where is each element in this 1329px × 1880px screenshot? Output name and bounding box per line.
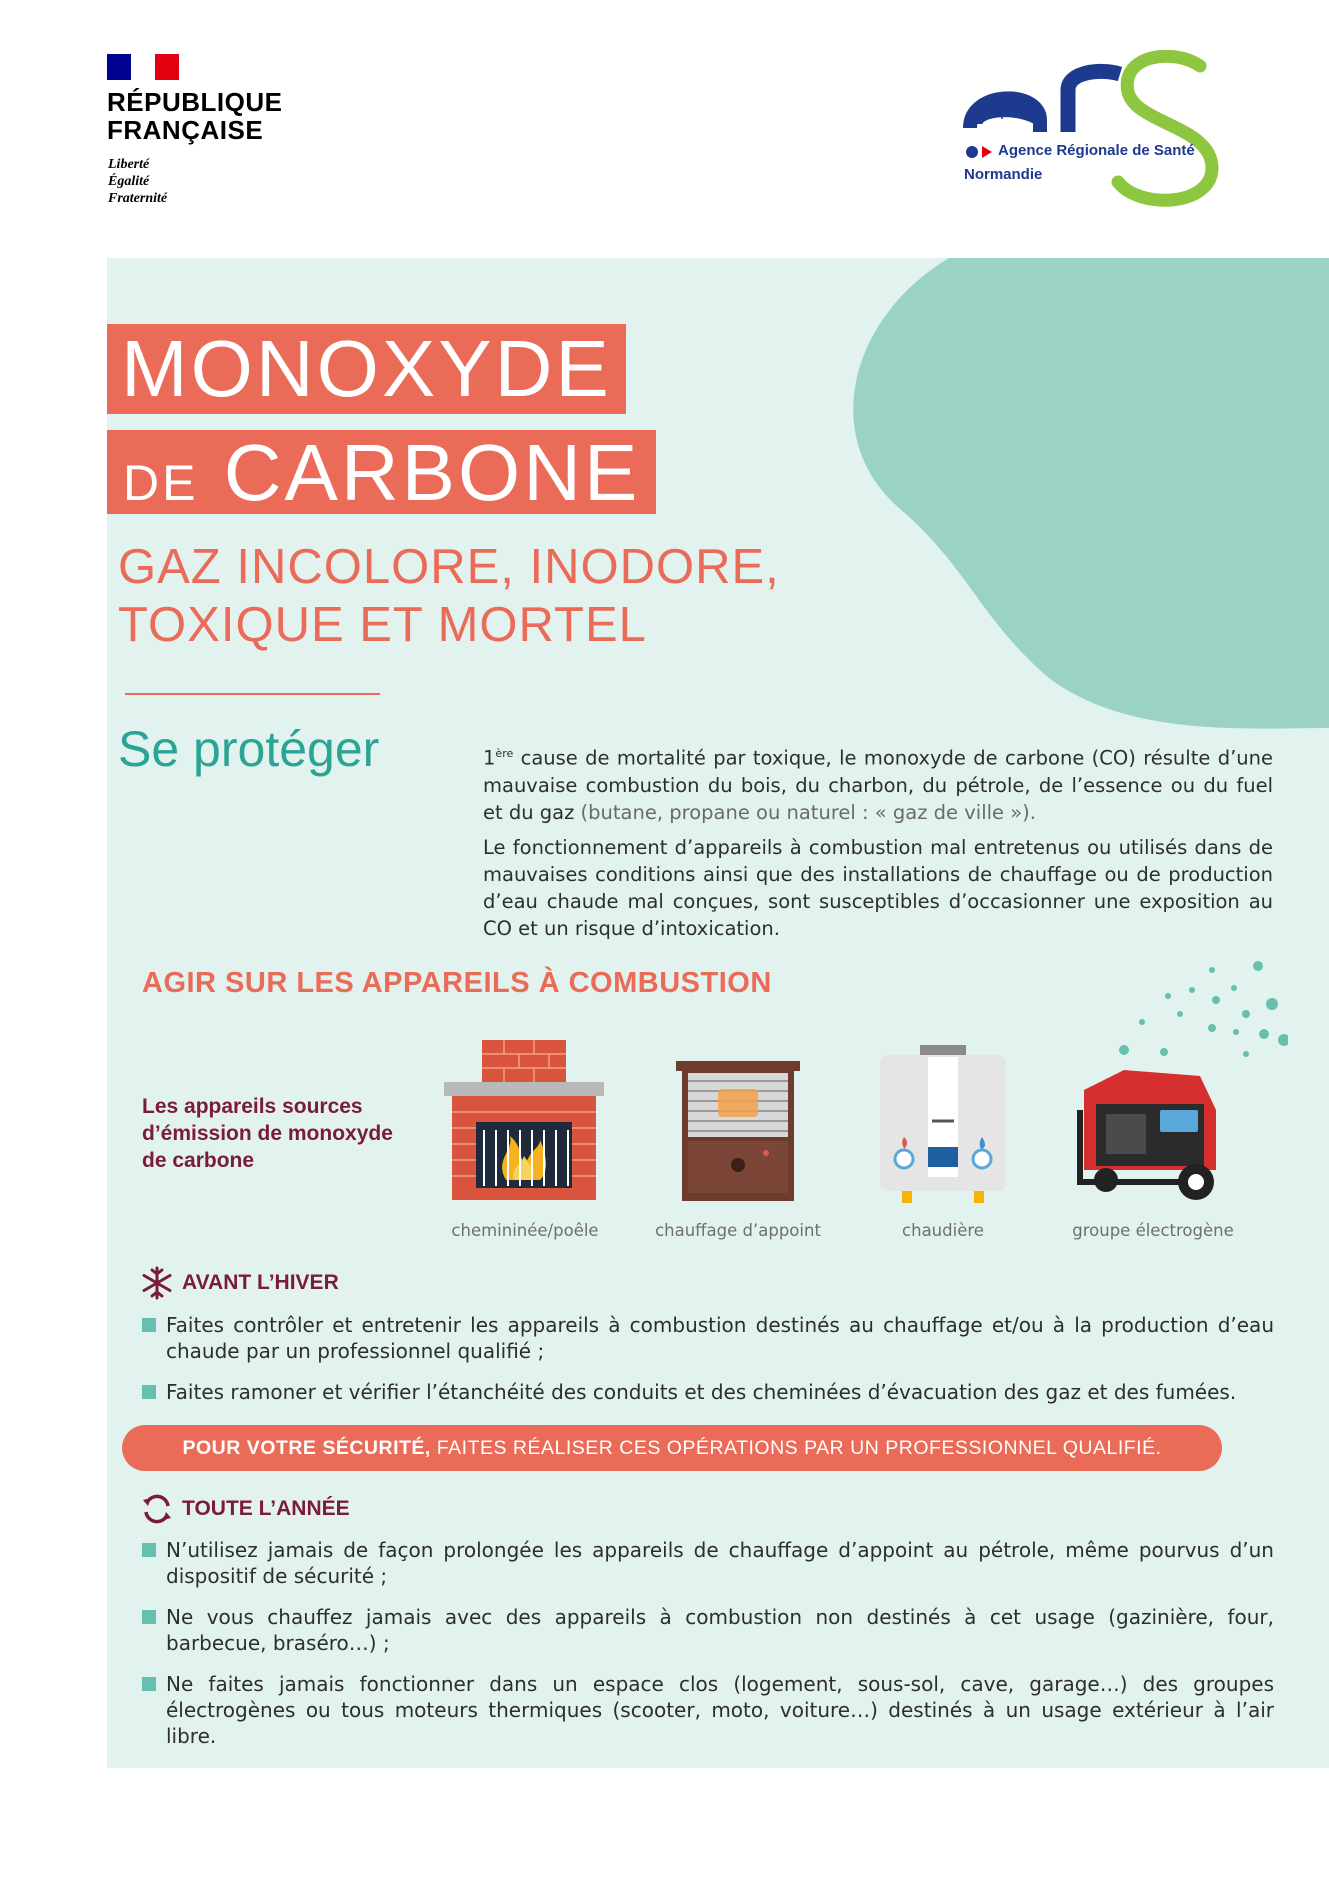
subtitle (118, 538, 780, 654)
republic-motto (108, 156, 167, 207)
section-title (142, 967, 772, 1000)
all-year-title: TOUTE L’ANNÉE (182, 1497, 350, 1520)
section-title-pre: AGIR SUR LES (142, 967, 362, 999)
list-item: N’utilisez jamais de façon prolongée les appareils de chauffage d’appoint au pétrole, même pourvus d’un dispositif de sécurité ; (142, 1537, 1274, 1589)
subtitle-line1: GAZ INCOLORE, INODORE, (118, 540, 780, 594)
device-caption-space-heater: chauffage d’appoint (655, 1221, 821, 1240)
sources-label-line1: Les appareils sources (142, 1095, 363, 1118)
republic-line2: FRANÇAISE (107, 115, 264, 145)
device-caption-boiler: chaudière (902, 1221, 984, 1240)
subtitle-line2: TOXIQUE ET MORTEL (118, 598, 647, 652)
motto-liberte: Liberté (108, 157, 150, 172)
rank-sup: ère (495, 747, 514, 760)
list-item: Ne faites jamais fonctionner dans un espace clos (logement, sous-sol, cave, garage…) des groupes électrogènes ou tous moteurs thermiques (scooter, moto, voiture…) destinés à un usage extérieur à l’air libre. (142, 1671, 1274, 1749)
motto-egalite: Égalité (108, 174, 150, 189)
before-winter-heading (140, 1266, 339, 1300)
safety-banner-rest: FAITES RÉALISER CES OPÉRATIONS PAR UN PROFESSIONNEL QUALIFIÉ. (430, 1437, 1162, 1459)
snowflake-icon (140, 1266, 174, 1300)
list-item: Faites contrôler et entretenir les appareils à combustion destinés au chauffage et/ou à la production d’eau chaude par un professionnel qualifié ; (142, 1312, 1274, 1364)
before-winter-list (142, 1312, 1274, 1420)
title-line1: MONOXYDE (107, 324, 626, 414)
space-heater-icon (676, 1061, 800, 1201)
decorative-blob (829, 258, 1329, 738)
list-item: Faites ramoner et vérifier l’étanchéité des conduits et des cheminées d’évacuation des gaz et des fumées. (142, 1379, 1274, 1405)
intro-paragraph-1 (483, 740, 1273, 826)
smoke-dots-decoration (1108, 958, 1288, 1068)
sources-label-line2: d’émission de monoxyde (142, 1122, 393, 1145)
bullet-square-icon (142, 1610, 156, 1624)
title-line2 (107, 428, 656, 517)
before-winter-title: AVANT L’HIVER (182, 1271, 339, 1294)
rank-number: 1 (483, 746, 496, 770)
all-year-heading (140, 1492, 350, 1526)
intro-text (483, 740, 1273, 950)
all-year-list (142, 1537, 1274, 1764)
sources-label-line3: de carbone (142, 1149, 255, 1172)
device-caption-fireplace: chemininée/poêle (451, 1221, 599, 1240)
section-title-bold: APPAREILS À COMBUSTION (361, 967, 772, 999)
list-item: Ne vous chauffez jamais avec des appareils à combustion non destinés à cet usage (gazinière, four, barbecue, braséro…) ; (142, 1604, 1274, 1656)
sources-label (142, 1093, 393, 1174)
safety-banner (122, 1425, 1222, 1471)
republique-francaise-flag-logo (107, 54, 179, 80)
title-de: DE (123, 455, 199, 511)
intro-p1-light: (butane, propane ou naturel : « gaz de ville »). (574, 800, 1036, 824)
motto-fraternite: Fraternité (108, 191, 168, 206)
safety-banner-bold: POUR VOTRE SÉCURITÉ, (182, 1437, 431, 1459)
title-divider (125, 693, 380, 695)
republic-line1: RÉPUBLIQUE (107, 87, 283, 117)
intro-paragraph-2: Le fonctionnement d’appareils à combustion mal entretenus ou utilisés dans de mauvaises conditions ainsi que des installations de chauffage ou de production d’eau chaude mal conçues, sont susceptibles d’occasionner une exposition au CO et un risque d’intoxication. (483, 835, 1273, 940)
cycle-arrows-icon (140, 1492, 174, 1526)
ars-agency-name: Agence Régionale de Santé (998, 142, 1195, 159)
generator-icon (1076, 1070, 1222, 1204)
bullet-square-icon (142, 1318, 156, 1332)
fireplace-icon (444, 1040, 604, 1200)
ars-region-name: Normandie (964, 166, 1043, 183)
device-caption-generator: groupe électrogène (1072, 1221, 1234, 1240)
bullet-square-icon (142, 1385, 156, 1399)
protect-heading: Se protéger (118, 721, 380, 777)
republique-francaise-name (107, 88, 282, 144)
intro-p1-main: cause de mortalité par toxique, le monoxyde de carbone (CO) résulte d’une mauvaise combustion du bois, du charbon, du pétrole, de l’essence ou du fuel et du gaz (483, 746, 1273, 824)
bullet-square-icon (142, 1677, 156, 1691)
bullet-square-icon (142, 1543, 156, 1557)
ars-logo (960, 50, 1230, 210)
title-carbone: CARBONE (223, 428, 641, 517)
boiler-icon (880, 1045, 1006, 1205)
